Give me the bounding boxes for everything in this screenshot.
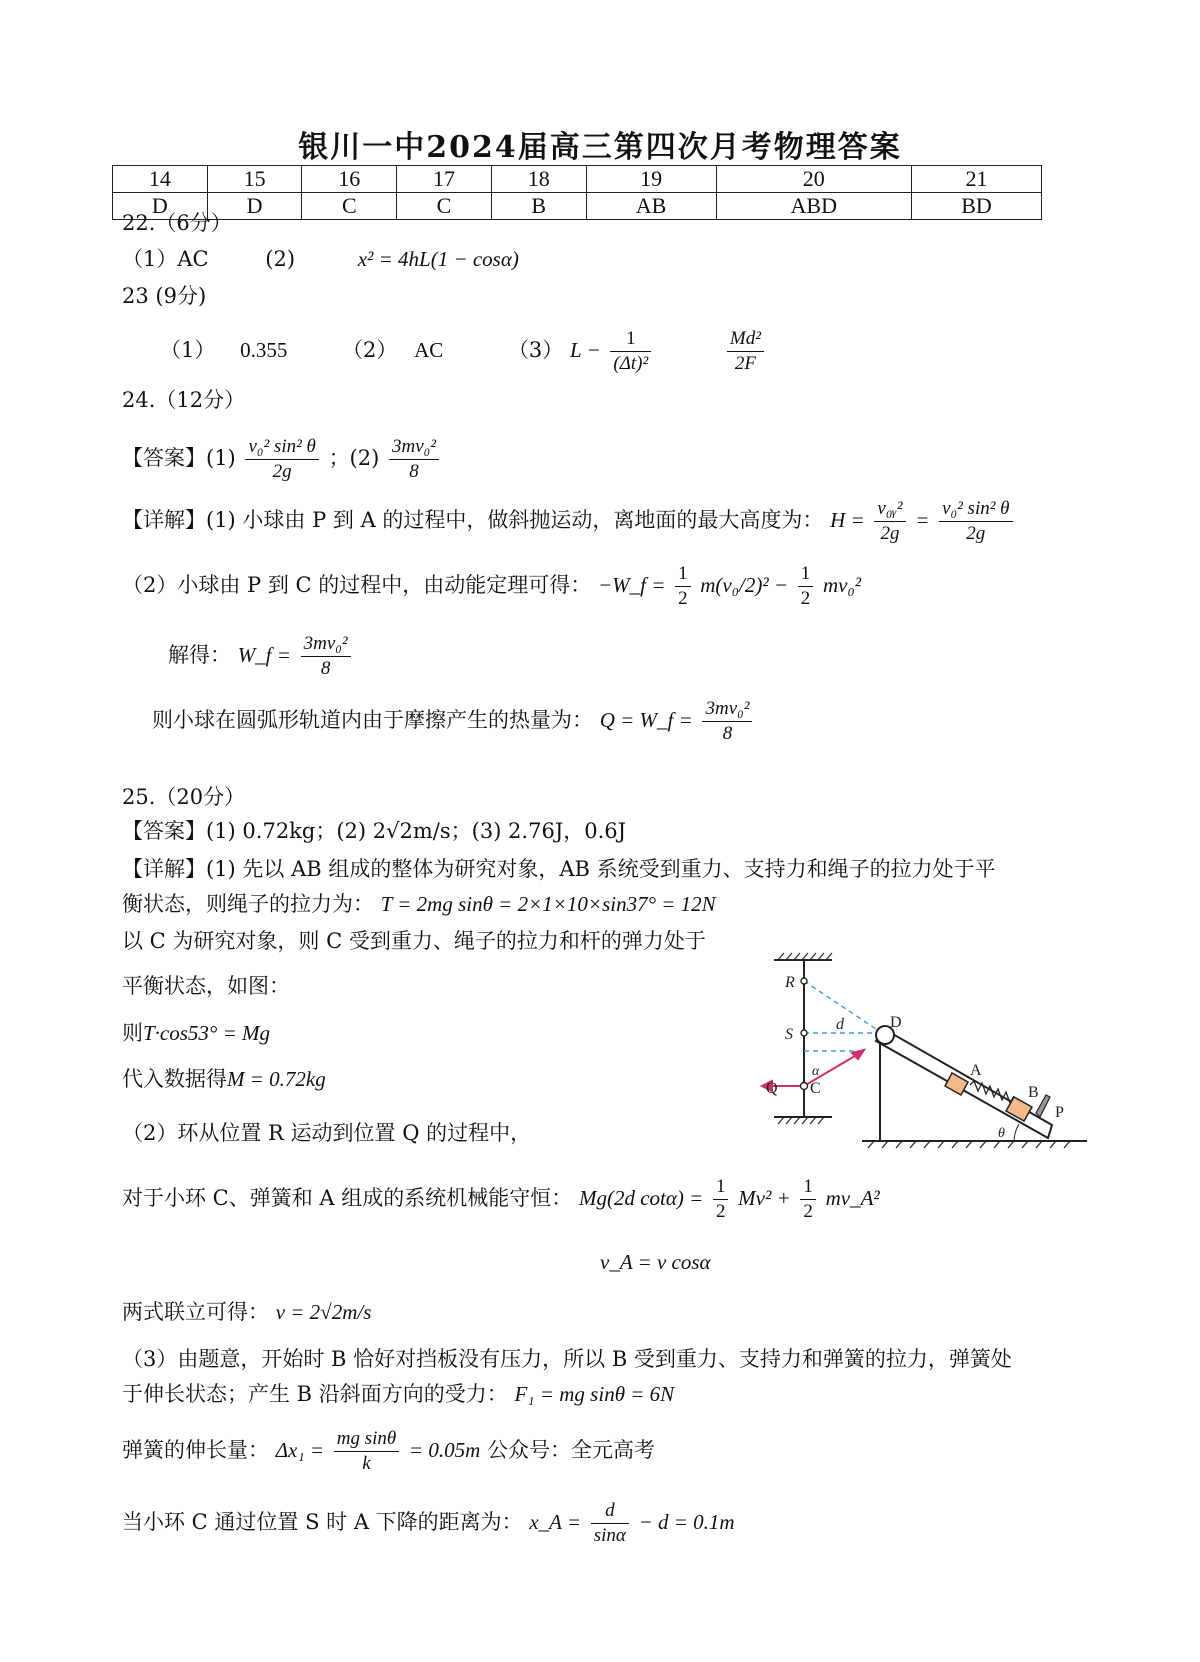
table-cell: C: [397, 193, 492, 220]
table-cell: 18: [491, 166, 586, 193]
q25-detail1-line1: 【详解】(1) 先以 AB 组成的整体为研究对象，AB 系统受到重力、支持力和绳子的拉力处于平: [122, 857, 996, 881]
q22-part2-label: (2): [265, 247, 296, 271]
table-cell: 14: [113, 166, 208, 193]
fraction-denominator: 2g: [272, 461, 292, 482]
q24-answer-line: [122, 428, 442, 488]
q23-part1-value: 0.355: [240, 338, 288, 362]
q25-detail2-line1: （2）环从位置 R 运动到位置 Q 的过程中，: [122, 1121, 532, 1145]
table-cell: 20: [716, 166, 911, 193]
q24-detail1-fraction2: [939, 497, 1012, 546]
q25-c-line3: [122, 1018, 270, 1048]
q25-detail3-line4-fraction: [591, 1499, 629, 1548]
q25-detail2-tail: mv_A²: [825, 1186, 880, 1210]
q25-detail1-line2-text: 衡状态，则绳子的拉力为：: [122, 892, 374, 916]
table-cell: 21: [911, 166, 1041, 193]
label-s: S: [785, 1026, 793, 1043]
table-cell: C: [302, 193, 397, 220]
table-cell: 17: [397, 166, 492, 193]
label-c: C: [810, 1080, 821, 1097]
fraction-numerator: 1: [610, 327, 651, 352]
fraction-numerator: 1: [713, 1175, 729, 1200]
fraction-numerator: 1: [675, 562, 691, 587]
fraction-denominator: 2g: [966, 523, 986, 544]
q24-answer-label: 【答案】(1): [122, 446, 236, 470]
q22-part1: （1）AC: [122, 247, 209, 271]
q24-heading: 24.（12分）: [122, 388, 246, 412]
fraction-numerator: 3mv₀²: [389, 435, 439, 460]
table-cell: D: [113, 193, 208, 220]
q25-detail2-line2: [122, 1168, 880, 1228]
q23-part2-label: （2）: [342, 338, 398, 362]
q22-answer-line: [122, 244, 519, 274]
fraction-denominator: 2: [715, 1201, 726, 1222]
label-a: A: [970, 1062, 982, 1079]
q22-heading: 22.（6分）: [122, 211, 232, 235]
fraction-numerator: v₀² sin² θ: [245, 435, 318, 460]
q24-detail2-text: （2）小球由 P 到 C 的过程中，由动能定理可得：: [122, 573, 592, 597]
q24-solve-fraction: [301, 632, 351, 681]
ground-right-hatch: [868, 1141, 1070, 1148]
fraction-numerator: d: [591, 1499, 629, 1524]
q24-detail2-tail: mv₀²: [822, 573, 862, 597]
q24-heat-lead: Q = W_f =: [599, 708, 693, 732]
label-d-distance: d: [836, 1016, 844, 1033]
ring-mark-s: [801, 1030, 807, 1036]
q25-detail3-line3-text: 弹簧的伸长量：: [122, 1438, 269, 1462]
fraction-denominator: 8: [409, 461, 419, 482]
q25-detail2-half: [800, 1175, 816, 1224]
q25-detail3-line3-tail: = 0.05m: [408, 1438, 481, 1462]
q22-part2-formula: x² = 4hL(1 − cosα): [357, 247, 519, 271]
theta-arc: [1014, 1124, 1019, 1141]
fraction-denominator: 2: [803, 1201, 813, 1222]
fraction-denominator: k: [362, 1453, 371, 1474]
q25-detail2-line2-text: 对于小环 C、弹簧和 A 组成的系统机械能守恒：: [122, 1186, 573, 1210]
q25-detail1-tension-formula: T = 2mg sinθ = 2×1×10×sin37° = 12N: [380, 892, 716, 916]
q25-detail2-line4-text: 两式联立可得：: [122, 1300, 269, 1324]
q23-part3-lead: L −: [570, 338, 601, 362]
fraction-denominator: sinα: [593, 1525, 626, 1546]
fraction-numerator: v₀ᵧ²: [874, 497, 905, 522]
q25-detail3-line3-lead: Δx₁ =: [275, 1438, 325, 1462]
q25-detail2-mid: Mv² +: [738, 1186, 791, 1210]
q25-c-line4-formula: M = 0.72kg: [227, 1067, 326, 1091]
q25-heading: 25.（20分）: [122, 785, 246, 809]
q25-c-line1: 以 C 为研究对象，则 C 受到重力、绳子的拉力和杆的弹力处于: [122, 929, 706, 953]
q24-detail1: [122, 490, 1016, 550]
q24-solve-text: 解得：: [168, 643, 231, 667]
table-cell: 15: [207, 166, 302, 193]
q25-detail3-line1: （3）由题意，开始时 B 恰好对挡板没有压力，所以 B 受到重力、支持力和弹簧的拉力，弹簧处: [122, 1347, 1012, 1371]
q23-part3-fraction-b: [727, 327, 764, 376]
fraction-denominator: 2: [678, 588, 688, 609]
q24-solve: [168, 625, 354, 685]
q24-answer1-fraction: [245, 435, 318, 484]
fraction-denominator: 2g: [880, 523, 900, 544]
ring-c: [801, 1083, 808, 1090]
q23-part3-label: （3）: [507, 338, 564, 362]
q25-detail2-lead: Mg(2d cotα) =: [578, 1186, 704, 1210]
fraction-numerator: 3mv₀²: [301, 632, 351, 657]
q24-detail1-text: 【详解】(1) 小球由 P 到 A 的过程中，做斜抛运动，离地面的最大高度为：: [122, 508, 824, 532]
q25-detail3-line4: [122, 1492, 735, 1552]
q23-part1-label: （1）: [160, 338, 216, 362]
fraction-numerator: mg sinθ: [334, 1427, 399, 1452]
q25-detail2-half: [713, 1175, 729, 1224]
answer-table-numbers-row: [113, 166, 1042, 193]
dashed-construction-lines: [764, 981, 882, 1086]
q25-detail2-line4-formula: v = 2√2m/s: [275, 1300, 372, 1324]
q24-detail2: [122, 555, 861, 615]
q23-part2-value: AC: [414, 338, 444, 362]
q25-answer: 【答案】(1) 0.72kg；(2) 2√2m/s；(3) 2.76J，0.6J: [122, 819, 627, 843]
fraction-numerator: 1: [798, 562, 814, 587]
fraction-numerator: v₀² sin² θ: [939, 497, 1012, 522]
q25-detail3-line2-text: 于伸长状态；产生 B 沿斜面方向的受力：: [122, 1382, 508, 1406]
table-cell: 19: [586, 166, 716, 193]
q24-detail2-half: [675, 562, 691, 611]
table-cell: 16: [302, 166, 397, 193]
fraction-numerator: 1: [800, 1175, 816, 1200]
ceiling-hatch: [778, 953, 832, 960]
label-theta: θ: [998, 1126, 1005, 1141]
label-b: B: [1028, 1084, 1039, 1101]
table-cell: BD: [911, 193, 1041, 220]
answer-table-answers-row: [113, 193, 1042, 220]
label-r: R: [785, 974, 795, 991]
answer-table: [112, 165, 1042, 220]
fraction-denominator: (Δt)²: [613, 353, 649, 374]
table-cell: B: [491, 193, 586, 220]
label-alpha: α: [812, 1064, 820, 1079]
table-cell: AB: [586, 193, 716, 220]
ground-left-hatch: [778, 1117, 824, 1124]
physics-diagram: [752, 945, 1107, 1170]
fraction-denominator: 8: [722, 723, 733, 744]
q25-detail3-line4-text: 当小环 C 通过位置 S 时 A 下降的距离为：: [122, 1510, 523, 1534]
page-title: 银川一中2024届高三第四次月考物理答案: [298, 130, 902, 165]
q25-detail2-line4: [122, 1297, 371, 1327]
q24-detail2-lead: −W_f =: [597, 573, 666, 597]
watermark-note: 公众号：全元高考: [486, 1438, 655, 1462]
fraction-denominator: 2: [800, 588, 811, 609]
q25-detail3-line2: [122, 1379, 674, 1409]
q24-detail2-mid: m(v₀/2)² −: [700, 573, 789, 597]
q25-detail3-line3: [122, 1420, 655, 1480]
q25-c-line2: 平衡状态，如图：: [122, 974, 290, 998]
q23-part3-fraction-a: [610, 327, 651, 376]
ring-mark-r: [801, 978, 807, 984]
q25-detail3-line3-fraction: [334, 1427, 399, 1476]
q24-solve-lead: W_f =: [237, 643, 291, 667]
q25-detail3-line2-formula: F₁ = mg sinθ = 6N: [514, 1382, 675, 1406]
q24-answer2-fraction: [389, 435, 439, 484]
label-d-pulley: D: [890, 1014, 902, 1031]
q24-heat: [152, 690, 755, 750]
q25-detail3-line4-lead: x_A =: [529, 1510, 582, 1534]
fraction-numerator: Md²: [727, 327, 764, 352]
fraction-denominator: 2F: [734, 353, 756, 374]
q23-answer-line: [160, 320, 767, 380]
q25-detail1-line2: [122, 889, 716, 919]
fraction-numerator: 3mv₀²: [702, 697, 752, 722]
q24-detail1-lead: H =: [830, 508, 865, 532]
q25-detail2-line3: v_A = v cosα: [600, 1250, 711, 1274]
q25-detail3-line4-tail: − d = 0.1m: [638, 1510, 735, 1534]
table-cell: ABD: [716, 193, 911, 220]
q24-heat-fraction: [702, 697, 752, 746]
q25-c-line3-lead: 则: [122, 1021, 143, 1045]
fraction-denominator: 8: [320, 658, 331, 679]
label-q: Q: [766, 1080, 778, 1097]
label-p: P: [1055, 1104, 1064, 1121]
q24-heat-text: 则小球在圆弧形轨道内由于摩擦产生的热量为：: [152, 708, 593, 732]
q25-c-line3-formula: T·cos53° = Mg: [143, 1021, 270, 1045]
q24-answer-separator: ；(2): [328, 446, 380, 470]
q25-c-line4: [122, 1064, 326, 1094]
q25-c-line4-lead: 代入数据得: [122, 1067, 227, 1091]
q24-detail1-fraction1: [874, 497, 905, 546]
table-cell: D: [207, 193, 302, 220]
q23-heading: 23 (9分): [122, 284, 207, 308]
q24-detail2-half: [798, 562, 814, 611]
q24-detail1-equals: =: [915, 508, 930, 532]
